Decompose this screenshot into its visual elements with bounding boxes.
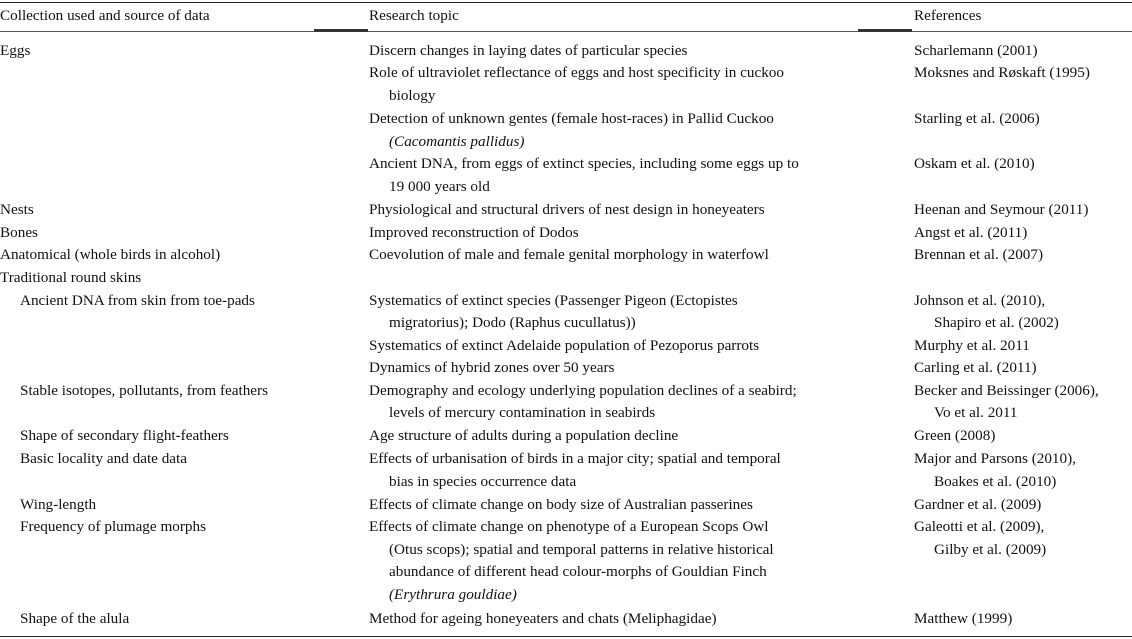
cell-ref-8: Johnson et al. (2010),: [914, 292, 1046, 309]
cell-ref-14: Gardner et al. (2009): [914, 496, 1042, 513]
cell-topic-0: Discern changes in laying dates of particular species: [369, 42, 688, 59]
cell-ref-13-cont: Boakes et al. (2010): [934, 473, 1057, 490]
cell-collection-eggs: Eggs: [0, 42, 31, 59]
cell-topic-1-cont: biology: [389, 87, 436, 104]
cell-ref-5: Angst et al. (2011): [914, 224, 1028, 241]
cell-ref-3: Oskam et al. (2010): [914, 155, 1035, 172]
cell-topic-15-cont1: (Otus scops); spatial and temporal patterns in relative historical: [389, 541, 774, 558]
cell-topic-16: Method for ageing honeyeaters and chats (Meliphagidae): [369, 610, 717, 627]
cell-topic-11: Demography and ecology underlying population declines of a seabird;: [369, 382, 797, 399]
cell-collection-isotopes: Stable isotopes, pollutants, from feathers: [20, 382, 269, 399]
cell-ref-10: Carling et al. (2011): [914, 359, 1037, 376]
cell-topic-13: Effects of urbanisation of birds in a major city; spatial and temporal: [369, 450, 781, 467]
cell-ref-11: Becker and Beissinger (2006),: [914, 382, 1099, 399]
cell-ref-6: Brennan et al. (2007): [914, 246, 1044, 263]
cell-ref-2: Starling et al. (2006): [914, 110, 1040, 127]
cell-collection-bones: Bones: [0, 224, 38, 241]
cell-ref-8-cont: Shapiro et al. (2002): [934, 314, 1059, 331]
cell-topic-3-cont: 19 000 years old: [389, 178, 490, 195]
cell-ref-0: Scharlemann (2001): [914, 42, 1038, 59]
cell-ref-13: Major and Parsons (2010),: [914, 450, 1076, 467]
cell-collection-locality: Basic locality and date data: [20, 450, 187, 467]
header-references: References: [914, 7, 982, 24]
cell-topic-1: Role of ultraviolet reflectance of eggs and host specificity in cuckoo: [369, 64, 784, 81]
cell-ref-15-cont: Gilby et al. (2009): [934, 541, 1047, 558]
cell-ref-12: Green (2008): [914, 427, 996, 444]
cell-topic-11-cont: levels of mercury contamination in seabirds: [389, 404, 656, 421]
cell-ref-16: Matthew (1999): [914, 610, 1013, 627]
cell-topic-5: Improved reconstruction of Dodos: [369, 224, 579, 241]
cell-collection-round-skins: Traditional round skins: [0, 269, 142, 286]
cell-topic-2-cont-text: (Cacomantis pallidus): [389, 133, 525, 150]
header-topic: Research topic: [369, 7, 459, 24]
bottom-rule: [0, 636, 1132, 637]
cell-topic-15-cont2: abundance of different head colour-morphs of Gouldian Finch: [389, 563, 767, 580]
cell-collection-flight-feathers: Shape of secondary flight-feathers: [20, 427, 229, 444]
cell-topic-9: Systematics of extinct Adelaide population of Pezoporus parrots: [369, 337, 760, 354]
header-rule: [0, 31, 1132, 32]
cell-topic-15-cont3: [389, 584, 889, 607]
cell-collection-anatomical: Anatomical (whole birds in alcohol): [0, 246, 221, 263]
cell-topic-2-cont: [389, 131, 889, 154]
cell-collection-nests: Nests: [0, 201, 34, 218]
header-accent-left: [314, 29, 368, 32]
cell-ref-11-cont: Vo et al. 2011: [934, 404, 1018, 421]
cell-topic-13-cont: bias in species occurrence data: [389, 473, 577, 490]
cell-topic-8: Systematics of extinct species (Passenger Pigeon (Ectopistes: [369, 292, 738, 309]
cell-topic-6: Coevolution of male and female genital morphology in waterfowl: [369, 246, 769, 263]
cell-topic-12: Age structure of adults during a population decline: [369, 427, 679, 444]
cell-ref-9: Murphy et al. 2011: [914, 337, 1030, 354]
cell-collection-wing-length: Wing-length: [20, 496, 97, 513]
cell-topic-4: Physiological and structural drivers of nest design in honeyeaters: [369, 201, 765, 218]
cell-ref-4: Heenan and Seymour (2011): [914, 201, 1089, 218]
cell-topic-14: Effects of climate change on body size of Australian passerines: [369, 496, 753, 513]
top-rule: [0, 2, 1132, 3]
cell-topic-10: Dynamics of hybrid zones over 50 years: [369, 359, 615, 376]
cell-topic-15-cont3-text: (Erythrura gouldiae): [389, 586, 517, 603]
cell-topic-3: Ancient DNA, from eggs of extinct species, including some eggs up to: [369, 155, 799, 172]
cell-ref-1: Moksnes and Røskaft (1995): [914, 64, 1090, 81]
cell-collection-alula: Shape of the alula: [20, 610, 130, 627]
cell-ref-15: Galeotti et al. (2009),: [914, 518, 1045, 535]
cell-topic-8-cont: migratorius); Dodo (Raphus cucullatus)): [389, 314, 636, 331]
cell-topic-2: Detection of unknown gentes (female host-races) in Pallid Cuckoo: [369, 110, 774, 127]
header-collection: Collection used and source of data: [0, 7, 210, 24]
cell-topic-15: Effects of climate change on phenotype of a European Scops Owl: [369, 518, 769, 535]
cell-collection-toe-pads: Ancient DNA from skin from toe-pads: [20, 292, 255, 309]
cell-collection-plumage: Frequency of plumage morphs: [20, 518, 207, 535]
header-accent-right: [858, 29, 912, 32]
